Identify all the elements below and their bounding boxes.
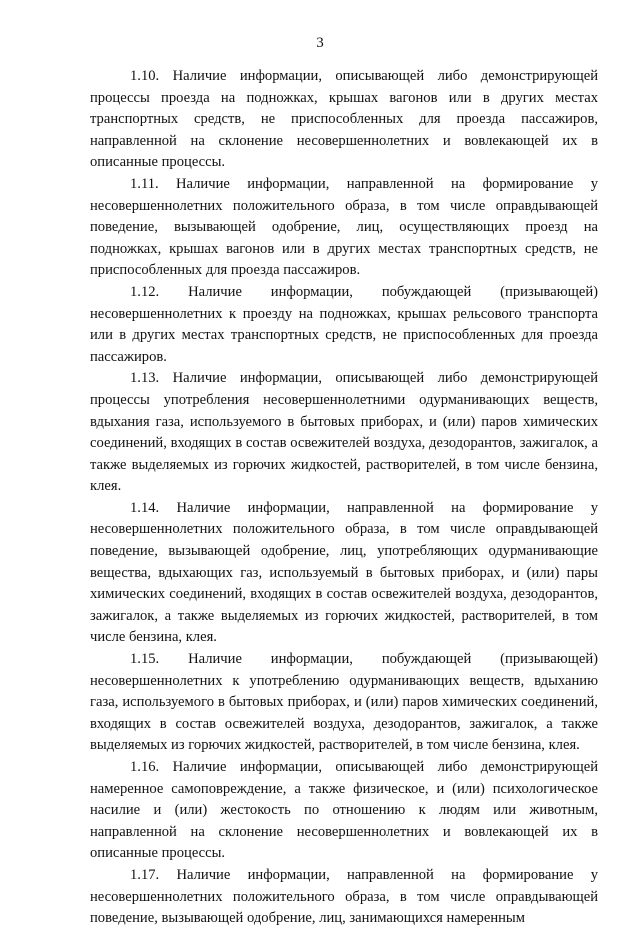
paragraph-1-11: 1.11. Наличие информации, направленной на формирование у несовершеннолетних положительного образа, в том числе оправдывающей поведение, вызывающей одобрение, лиц, осуществляющих проезд на подножках, крышах вагонов или в других местах транспортных средств, не приспособленных для проезда пассажиров. xyxy=(90,175,598,279)
paragraph-1-15: 1.15. Наличие информации, побуждающей (призывающей) несовершеннолетних к употреблению одурманивающих веществ, вдыханию газа, используемого в бытовых приборах, и (или) паров химических соединений, входящих в состав освежителей воздуха, дезодорантов, зажигалок, а также выделяемых из горючих жидкостей, растворителей, в том числе бензина, клея. xyxy=(90,651,598,754)
page-number: 3 xyxy=(316,35,324,51)
paragraph-1-17: 1.17. Наличие информации, направленной на формирование у несовершеннолетних положительного образа, в том числе оправдывающей поведение, вызывающей одобрение, лиц, занимающихся намеренным xyxy=(90,866,598,927)
paragraph-1-10: 1.10. Наличие информации, описывающей либо демонстрирующей процессы проезда на подножках, крышах вагонов или в других местах транспортных средств, не приспособленных для проезда пассажиров, направленной на склонение несовершеннолетних и вовлекающей их в описанные процессы. xyxy=(90,68,598,171)
paragraph-1-14: 1.14. Наличие информации, направленной на формирование у несовершеннолетних положительного образа, в том числе оправдывающей поведение, вызывающей одобрение, лиц, употребляющих одурманивающие вещества, вдыхающих газ, используемый в бытовых приборах, и (или) пары химических соединений, входящих в состав освежителей воздуха, дезодорантов, зажигалок, а также выделяемых из горючих жидкостей, растворителей, в том числе бензина, клея. xyxy=(90,499,598,646)
paragraph-1-12: 1.12. Наличие информации, побуждающей (призывающей) несовершеннолетних к проезду на подножках, крышах рельсового транспорта или в других местах транспортных средств, не приспособленных для проезда пассажиров. xyxy=(90,283,598,365)
document-body xyxy=(90,66,598,930)
paragraph-1-13: 1.13. Наличие информации, описывающей либо демонстрирующей процессы употребления несовершеннолетними одурманивающих веществ, вдыхания газа, используемого в бытовых приборах, и (или) паров химических соединений, входящих в состав освежителей воздуха, дезодорантов, зажигалок, а также выделяемых из горючих жидкостей, растворителей, в том числе бензина, клея. xyxy=(90,370,598,495)
paragraph-1-16: 1.16. Наличие информации, описывающей либо демонстрирующей намеренное самоповреждение, а также физическое, и (или) психологическое насилие и (или) жестокость по отношению к людям или животным, направленной на склонение несовершеннолетних и вовлекающей их в описанные процессы. xyxy=(90,759,598,862)
